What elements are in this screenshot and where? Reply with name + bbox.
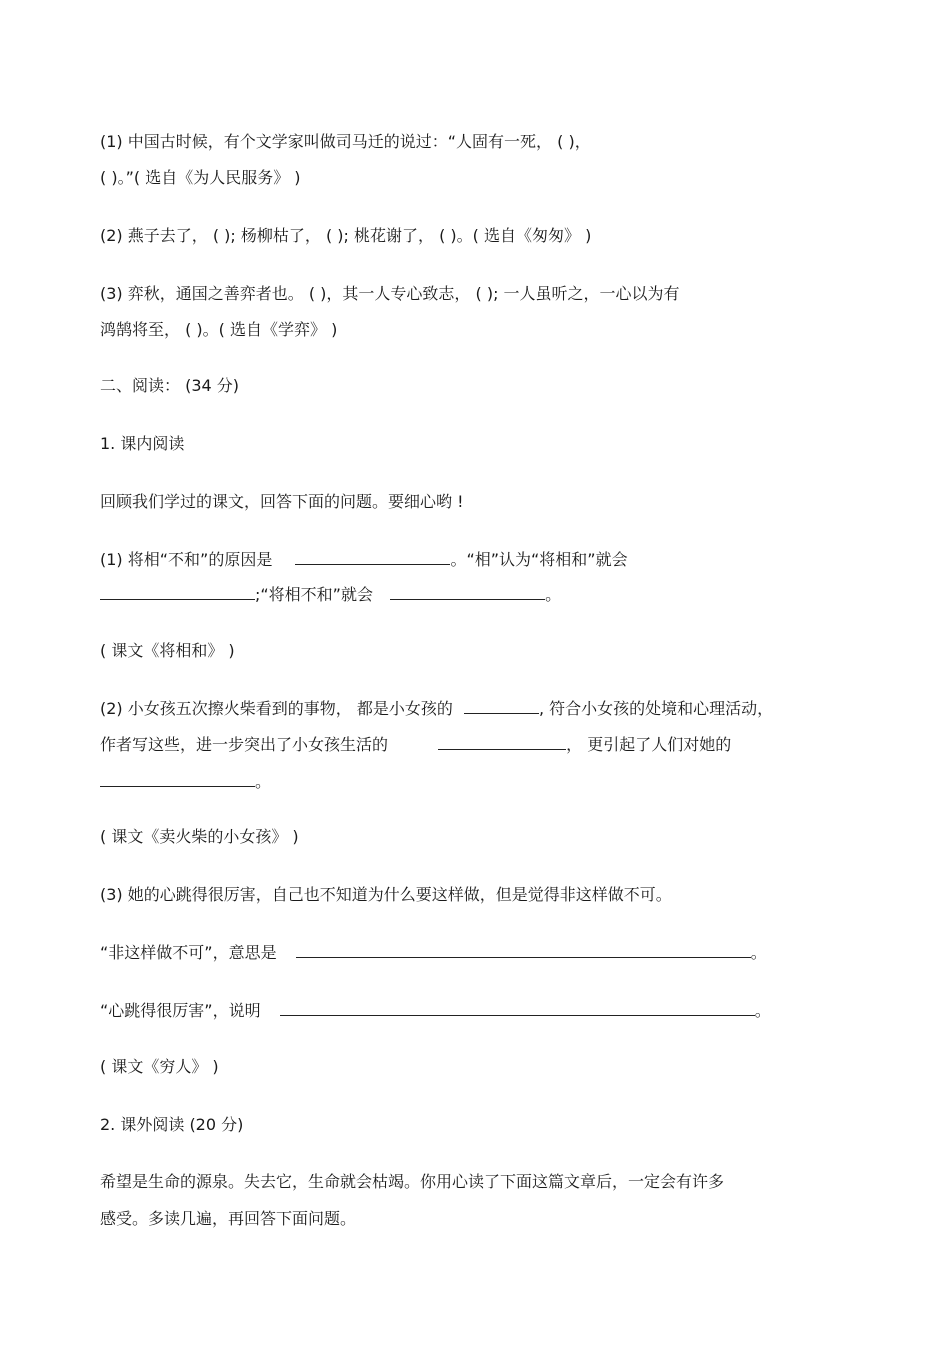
section2-heading: 二、阅读： (34 分)	[100, 376, 240, 395]
p1q1-text-c: ;“将相不和”就会	[255, 585, 373, 604]
part2-title: 2. 课外阅读 (20 分)	[100, 1115, 244, 1134]
answer-blank-1[interactable]	[295, 548, 450, 565]
p1q3-text-b: “非这样做不可”，意思是	[100, 943, 277, 962]
p1q2-text-d: ， 更引起了人们对她的	[566, 735, 732, 754]
part2-para-line2: 感受。多读几遍，再回答下面问题。	[100, 1209, 357, 1228]
part2-para-line1: 希望是生命的源泉。失去它，生命就会枯竭。你用心读了下面这篇文章后，一定会有许多	[100, 1172, 725, 1191]
q3-line1: (3) 弈秋，通国之善弈者也。 ( )，其一人专心致志， ( ); 一人虽听之，一心以为有	[100, 284, 680, 303]
p1q3-line1: (3) 她的心跳得很厉害，自己也不知道为什么要这样做，但是觉得非这样做不可。	[100, 885, 672, 904]
source-jiangxianghe: ( 课文《将相和》 )	[100, 641, 235, 660]
p1q2-text-e: 。	[255, 772, 272, 791]
p1q3-line3	[100, 999, 771, 1021]
p1q2-line2	[100, 733, 731, 755]
q1-line2: ( )。”( 选自《为人民服务》 )	[100, 168, 301, 187]
p1q3-period-1: 。	[750, 943, 767, 962]
p1q2-line1	[100, 697, 773, 719]
answer-blank-5[interactable]	[438, 733, 566, 750]
part1-intro: 回顾我们学过的课文，回答下面的问题。要细心哟 !	[100, 492, 464, 511]
answer-blank-4[interactable]	[464, 697, 539, 714]
answer-blank-7[interactable]	[296, 941, 751, 958]
p1q2-text-b: , 符合小女孩的处境和心理活动，	[538, 699, 774, 718]
p1q1-line1	[100, 548, 628, 570]
source-xiaonvhai: ( 课文《卖火柴的小女孩》 )	[100, 827, 299, 846]
p1q2-text-a: (2) 小女孩五次擦火柴看到的事物， 都是小女孩的	[100, 699, 453, 718]
q1-line1: (1) 中国古时候，有个文学家叫做司马迁的说过：“人固有一死， ( )，	[100, 132, 591, 151]
p1q1-text-d: 。	[545, 585, 562, 604]
answer-blank-3[interactable]	[390, 583, 545, 600]
p1q3-text-c: “心跳得很厉害”，说明	[100, 1001, 261, 1020]
source-qiongren: ( 课文《穷人》 )	[100, 1057, 219, 1076]
p1q3-period-2: 。	[754, 1001, 771, 1020]
p1q1-text-a: (1) 将相“不和”的原因是	[100, 550, 273, 569]
answer-blank-2[interactable]	[100, 583, 255, 600]
p1q2-text-c: 作者写这些，进一步突出了小女孩生活的	[100, 735, 389, 754]
p1q2-line3	[100, 770, 271, 792]
p1q1-line2	[100, 583, 561, 605]
p1q3-line2	[100, 941, 767, 963]
q2-line: (2) 燕子去了， ( ); 杨柳枯了， ( ); 桃花谢了， ( )。( 选自《匆匆》 )	[100, 226, 592, 245]
part1-title: 1. 课内阅读	[100, 434, 185, 453]
q3-line2: 鸿鹄将至， ( )。( 选自《学弈》 )	[100, 320, 338, 339]
answer-blank-8[interactable]	[280, 999, 755, 1016]
p1q1-text-b: 。“相”认为“将相和”就会	[450, 550, 628, 569]
answer-blank-6[interactable]	[100, 770, 255, 787]
